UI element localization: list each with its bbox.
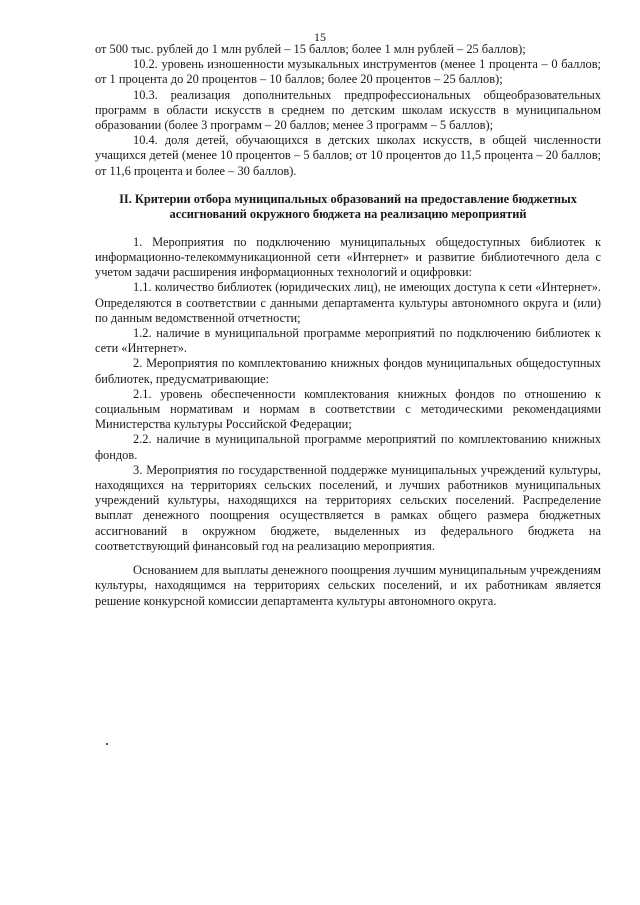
paragraph-item-1-1: 1.1. количество библиотек (юридических лиц), не имеющих доступа к сети «Интернет». Определяются в соответствии с данными департамента культуры автономного округа и (или) по данным ведомственной отчетности; — [95, 280, 601, 325]
paragraph-item-2-1: 2.1. уровень обеспеченности комплектования книжных фондов по отношению к социальным нормативам и нормам в соответствии с методическими рекомендациями Министерства культуры Российской Федерации; — [95, 386, 601, 432]
paragraph-final: Основанием для выплаты денежного поощрения лучшим муниципальным учреждениям культуры, находящимся на территориях сельских поселений, и их работникам является решение конкурсной комиссии департамента культуры автономного округа. — [95, 563, 601, 608]
paragraph-item-2: 2. Мероприятия по комплектованию книжных фондов муниципальных общедоступных библиотек, предусматривающие: — [95, 356, 601, 386]
scan-speck — [106, 743, 108, 745]
paragraph-item-2-2: 2.2. наличие в муниципальной программе мероприятий по комплектованию книжных фондов. — [95, 432, 601, 462]
paragraph-continuation: от 500 тыс. рублей до 1 млн рублей – 15 баллов; более 1 млн рублей – 25 баллов); — [95, 42, 526, 56]
paragraph-item-10-4: 10.4. доля детей, обучающихся в детских школах искусств, в общей численности учащихся детей (менее 10 процентов – 5 баллов; от 10 процентов до 11,5 процента – 20 баллов; от 11,6 процента и более – 30 баллов). — [95, 133, 601, 178]
paragraph-item-3: 3. Мероприятия по государственной поддержке муниципальных учреждений культуры, находящихся на территориях сельских поселений, и лучших работников муниципальных учреждений культуры, находящихся на территориях сельских поселений. Распределение выплат денежного поощрения осуществляется в рамках общего размера бюджетных ассигнований в окружном бюджете, выделенных из федерального бюджета на соответствующий финансовый год на реализацию мероприятия. — [95, 462, 601, 553]
document-body — [95, 42, 601, 609]
page-number: 15 — [314, 30, 326, 44]
paragraph-item-1-2: 1.2. наличие в муниципальной программе мероприятий по подключению библиотек к сети «Интернет». — [95, 326, 601, 356]
paragraph-item-1: 1. Мероприятия по подключению муниципальных общедоступных библиотек к информационно-телекоммуникационной сети «Интернет» и развитие библиотечного дела с учетом задачи расширения информационных технологий и оцифровки: — [95, 234, 601, 280]
paragraph-item-10-2: 10.2. уровень изношенности музыкальных инструментов (менее 1 процента – 0 баллов; от 1 процента до 20 процентов – 10 баллов; более 20 процентов – 25 баллов); — [95, 57, 601, 87]
section-title: II. Критерии отбора муниципальных образований на предоставление бюджетных ассигнований окружного бюджета на реализацию мероприятий — [119, 191, 577, 222]
paragraph-item-10-3: 10.3. реализация дополнительных предпрофессиональных общеобразовательных программ в области искусств в среднем по детским школам искусств в муниципальном образовании (более 3 программ – 20 баллов; менее 3 программ – 5 баллов); — [95, 87, 601, 133]
